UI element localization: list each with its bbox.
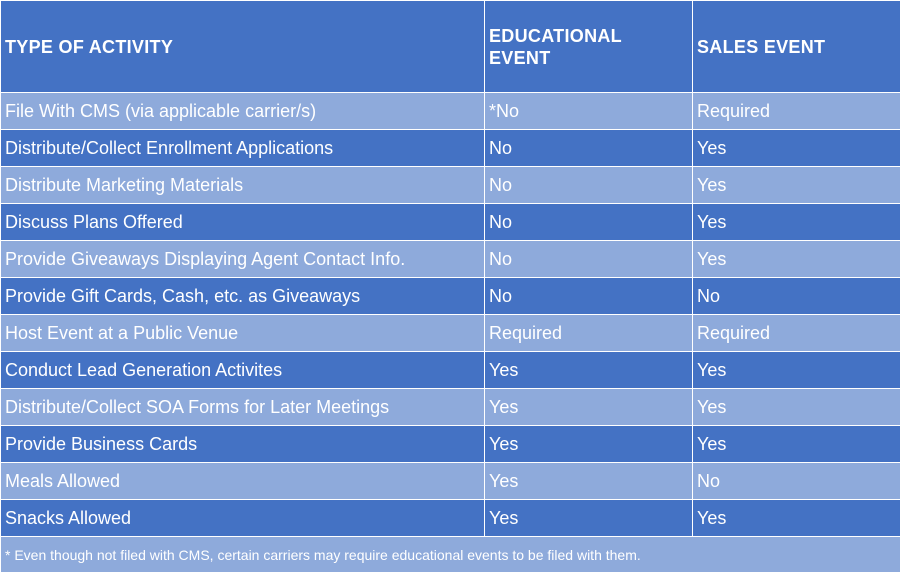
table-row [1, 130, 900, 167]
activity-cell: Provide Giveaways Displaying Agent Contact Info. [1, 241, 485, 278]
sales-cell: Yes [693, 389, 900, 426]
activity-cell: File With CMS (via applicable carrier/s) [1, 93, 485, 130]
sales-cell: Yes [693, 426, 900, 463]
sales-cell: Yes [693, 352, 900, 389]
sales-cell: Yes [693, 130, 900, 167]
sales-cell: Yes [693, 204, 900, 241]
footnote: * Even though not filed with CMS, certain carriers may require educational events to be filed with them. [1, 537, 900, 572]
table-row [1, 204, 900, 241]
activity-cell: Snacks Allowed [1, 500, 485, 537]
table-row [1, 389, 900, 426]
sales-cell: Yes [693, 500, 900, 537]
activity-cell: Distribute/Collect Enrollment Applications [1, 130, 485, 167]
table-row [1, 93, 900, 130]
educational-cell: *No [485, 93, 693, 130]
educational-cell: Yes [485, 463, 693, 500]
table-row [1, 167, 900, 204]
educational-cell: No [485, 167, 693, 204]
sales-cell: Required [693, 93, 900, 130]
sales-cell: Required [693, 315, 900, 352]
educational-cell: Yes [485, 389, 693, 426]
table-row [1, 241, 900, 278]
table-row [1, 352, 900, 389]
educational-cell: Yes [485, 500, 693, 537]
sales-cell: Yes [693, 241, 900, 278]
activity-cell: Distribute Marketing Materials [1, 167, 485, 204]
educational-cell: No [485, 130, 693, 167]
educational-cell: Yes [485, 352, 693, 389]
educational-cell: Required [485, 315, 693, 352]
educational-cell: No [485, 204, 693, 241]
table-row [1, 315, 900, 352]
table-row [1, 426, 900, 463]
educational-cell: No [485, 278, 693, 315]
activity-cell: Distribute/Collect SOA Forms for Later Meetings [1, 389, 485, 426]
activity-cell: Conduct Lead Generation Activites [1, 352, 485, 389]
table-row [1, 463, 900, 500]
activity-cell: Discuss Plans Offered [1, 204, 485, 241]
sales-cell: Yes [693, 167, 900, 204]
footnote-row [1, 537, 900, 572]
header-sales-event: SALES EVENT [693, 1, 900, 93]
table-row [1, 500, 900, 537]
educational-cell: No [485, 241, 693, 278]
header-row [1, 1, 900, 93]
educational-cell: Yes [485, 426, 693, 463]
table-row [1, 278, 900, 315]
header-educational-event: EDUCATIONAL EVENT [485, 1, 693, 93]
activity-cell: Meals Allowed [1, 463, 485, 500]
sales-cell: No [693, 463, 900, 500]
sales-cell: No [693, 278, 900, 315]
activity-cell: Host Event at a Public Venue [1, 315, 485, 352]
header-type-of-activity: TYPE OF ACTIVITY [1, 1, 485, 93]
activity-cell: Provide Business Cards [1, 426, 485, 463]
activity-cell: Provide Gift Cards, Cash, etc. as Giveaways [1, 278, 485, 315]
